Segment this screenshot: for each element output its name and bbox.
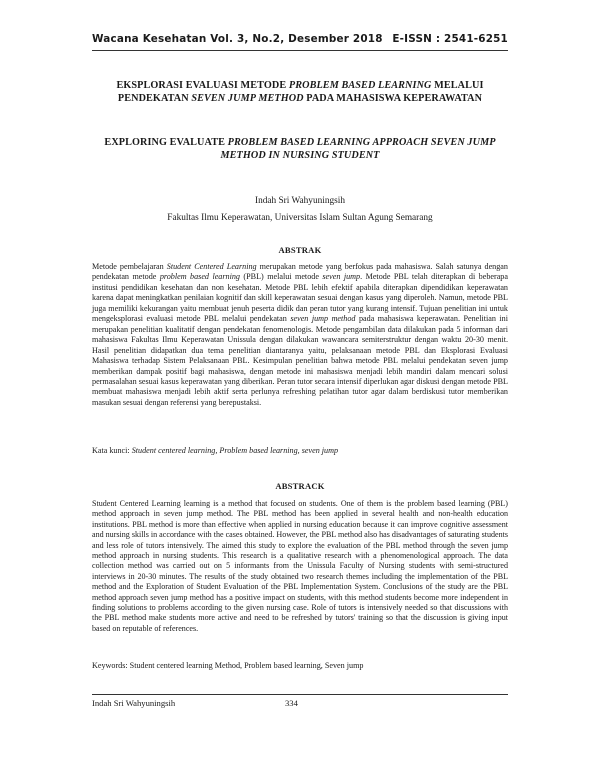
- issn-label: E-ISSN : 2541-6251: [392, 33, 508, 45]
- footer-rule: [92, 694, 508, 695]
- title-english: EXPLORING EVALUATE PROBLEM BASED LEARNING APPROACH SEVEN JUMP METHOD IN NURSING STUDENT: [104, 137, 496, 161]
- kata-kunci: Kata kunci: Student centered learning, Problem based learning, seven jump: [92, 446, 339, 455]
- abstrak-heading: ABSTRAK: [278, 245, 322, 255]
- footer-author: Indah Sri Wahyuningsih: [92, 698, 176, 708]
- author-affiliation: Fakultas Ilmu Keperawatan, Universitas Islam Sultan Agung Semarang: [167, 213, 433, 223]
- abstract-heading: ABSTRACK: [275, 481, 325, 491]
- abstrak-body: Metode pembelajaran Student Centered Learning merupakan metode yang berfokus pada mahasiswa. Salah satunya dengan pendekatan metode problem based learning (PBL) melalui metode seven jump. Metode PBL telah diterapkan di beberapa institusi pendidikan kesehatan dan non kesehatan. Metode PBL lebih efektif apabila diterapkan dipendidikan keperawatan karena dapat meningkatkan penilaian kognitif dan skill keperawatan sesuai dengan kasus yang diperoleh. Namun, metode PBL juga memiliki kekurangan yaitu membuat jenuh peserta didik dan peran tutor yang kurang intensif. Tujuan penelitian ini untuk mengeksplorasi evaluasi metode PBL melalui pendekatan seven jump method pada mahasiswa keperawatan. Penelitian ini merupakan penelitian kualitatif dengan pendekatan fenomenologis. Metode pengambilan data dilakukan pada 5 informan dari mahasiswa Fakultas Ilmu Keperawatan Unissula dengan dilakukan wawancara semiterstruktur dengan waktu 20-30 menit. Hasil penelitian didapatkan dua tema penelitian diantaranya yaitu, pelaksanaan metode PBL dan Eksplorasi Evaluasi Mahasiswa terhadap Sistem Pelaksanaan PBL. Kesimpulan penelitian bahwa metode PBL melalui pendekatan seven jump memberikan dampak positif bagi mahasiswa, dengan metode ini mahasiswa menjadi lebih mandiri dalam mencari solusi permasalahan sesuai kasus keperawatan yang diberikan. Peran tutor secara intensif diperlukan agar diskusi dengan metode PBL membuat mahasiswa menjadi lebih aktif serta perlunya refreshing pelatihan tutor agar dalam berdiskusi tutor memberikan masukan sesuai dengan referensi yang berepustaksi.: [92, 262, 508, 407]
- abstract-english-body: Student Centered Learning learning is a method that focused on students. One of them is the problem based learning (PBL) method approach in seven jump method. The PBL method has been applied in several health and non-health education institutions. PBL method is more than effective when applied in nursing education because it can improve cognitive assessment and nursing skills in accordance with the cases obtained. However, the PBL method also has disadvantages of saturating students and less role of tutors intensively. The aimed this study to explore the evaluation of the PBL method through the seven jump method approach in nursing students. This research is a qualitative research with a phenomenological approach. The data collection method was carried out on 5 informants from the Unissula Faculty of Nursing students with semi-structured interviews in 20-30 minutes. The results of the study obtained two research themes including the implementation of the PBL method and the Exploration of Student Evaluation of the PBL Implementation System. Conclusions of the study are the PBL method approach seven jump method has a positive impact on students, with this method students become more independent in finding solutions to problems according to the given nursing case. Role of tutors is intensively needed so that discussions with the PBL method make students more active and need to be refreshed by tutors' training so that the discussion is giving input based on reputable of references.: [92, 499, 508, 633]
- page-number: 334: [285, 698, 298, 708]
- title-indonesian: EKSPLORASI EVALUASI METODE PROBLEM BASED LEARNING MELALUI PENDEKATAN SEVEN JUMP METHOD PADA MAHASISWA KEPERAWATAN: [116, 80, 484, 104]
- keywords-english: Keywords: Student centered learning Method, Problem based learning, Seven jump: [92, 661, 364, 670]
- running-header: [92, 33, 508, 48]
- journal-citation: Wacana Kesehatan Vol. 3, No.2, Desember 2018: [92, 33, 383, 45]
- header-rule: [92, 50, 508, 51]
- author-name: Indah Sri Wahyuningsih: [255, 196, 345, 206]
